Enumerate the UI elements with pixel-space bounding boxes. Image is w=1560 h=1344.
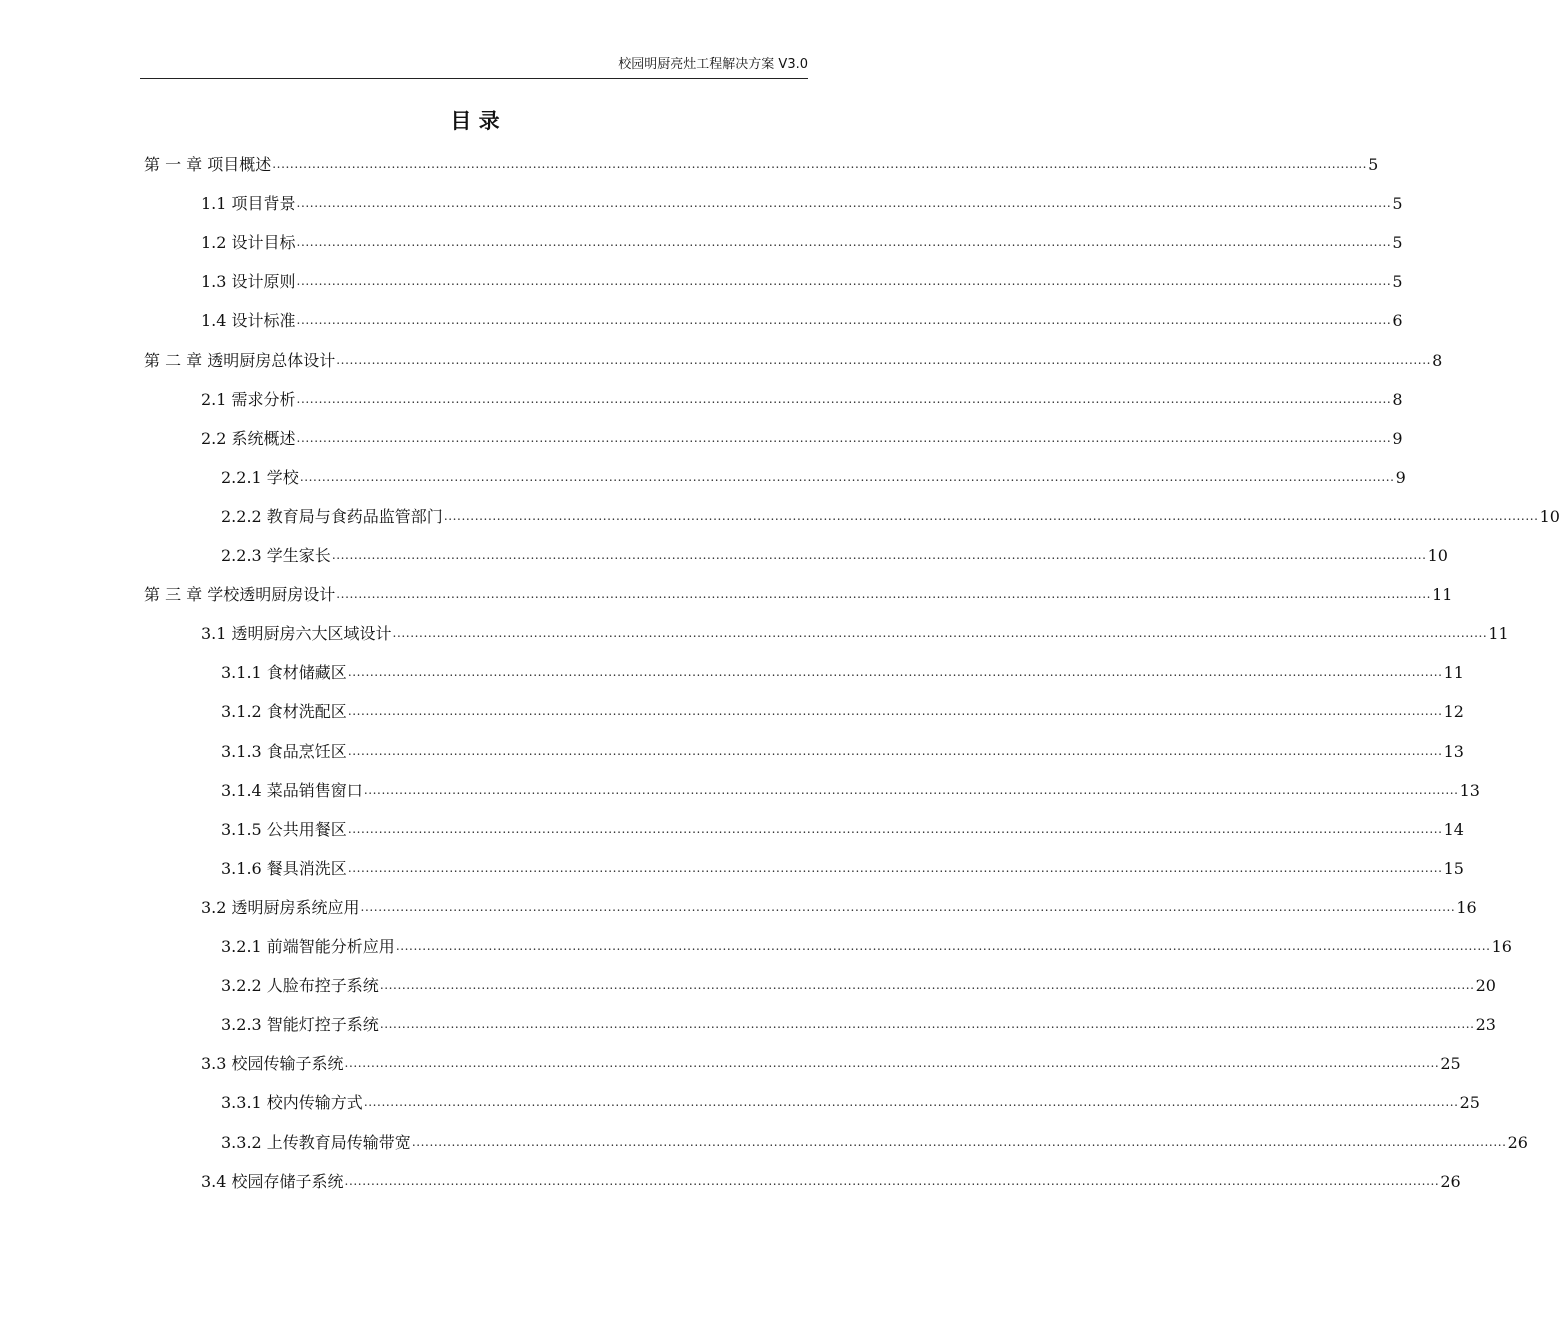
toc-entry[interactable]: [201, 308, 1403, 332]
toc-entry-label: 1.4 设计标准: [201, 311, 296, 331]
toc-page-number: 13: [1459, 780, 1480, 800]
toc-entry[interactable]: [221, 699, 1464, 723]
toc-entry[interactable]: [221, 934, 1512, 958]
toc-page-number: 10: [1539, 506, 1560, 526]
toc-dot-leader: ........................................................................................................................................................................................................................................................: [344, 1173, 1440, 1188]
toc-entry[interactable]: [221, 739, 1464, 763]
toc-dot-leader: ........................................................................................................................................................................................................................................................: [395, 939, 1491, 953]
toc-entry[interactable]: [201, 1169, 1461, 1193]
toc-page-number: 5: [1368, 155, 1379, 174]
toc-entry[interactable]: [201, 426, 1403, 450]
toc-page-number: 5: [1392, 233, 1403, 253]
toc-entry-label: 2.2.3 学生家长: [221, 546, 331, 565]
toc-entry[interactable]: [221, 1090, 1480, 1114]
toc-entry[interactable]: [221, 465, 1406, 489]
toc-entry[interactable]: [221, 1130, 1528, 1154]
toc-dot-leader: ........................................................................................................................................................................................................................................................: [347, 860, 1443, 875]
toc-entry-label: 2.1 需求分析: [201, 389, 296, 409]
toc-entry[interactable]: [201, 895, 1477, 919]
toc-dot-leader: ........................................................................................................................................................................................................................................................: [411, 1134, 1507, 1149]
toc-entry[interactable]: [221, 856, 1464, 880]
page-header: [140, 56, 808, 79]
toc-dot-leader: ........................................................................................................................................................................................................................................................: [296, 274, 1392, 289]
toc-dot-leader: ........................................................................................................................................................................................................................................................: [296, 313, 1392, 328]
toc-page-number: 14: [1443, 819, 1464, 839]
toc-entry-label: 第 一 章 项目概述: [144, 155, 272, 174]
toc-entry[interactable]: [221, 543, 1448, 567]
toc-entry-label: 3.2 透明厨房系统应用: [201, 897, 360, 917]
toc-page-number: 26: [1440, 1171, 1461, 1191]
toc-entry-label: 3.1 透明厨房六大区域设计: [201, 624, 392, 644]
toc-entry[interactable]: [221, 817, 1464, 841]
toc-dot-leader: ........................................................................................................................................................................................................................................................: [392, 626, 1488, 641]
toc-page-number: 16: [1491, 937, 1512, 956]
toc-entry-label: 3.1.5 公共用餐区: [221, 819, 347, 839]
toc-entry-label: 2.2.1 学校: [221, 467, 299, 487]
toc-dot-leader: ........................................................................................................................................................................................................................................................: [360, 899, 1456, 914]
toc-entry[interactable]: [201, 621, 1509, 645]
toc-page-number: 5: [1392, 272, 1403, 292]
toc-entry-label: 3.3.1 校内传输方式: [221, 1093, 363, 1113]
header-title: 校园明厨亮灶工程解决方案 V3.0: [618, 57, 808, 72]
toc-dot-leader: ........................................................................................................................................................................................................................................................: [347, 704, 1443, 719]
toc-page-number: 10: [1427, 546, 1448, 565]
toc-entry[interactable]: [221, 778, 1480, 802]
toc-entry[interactable]: [201, 1051, 1461, 1075]
toc-entry-label: 3.2.3 智能灯控子系统: [221, 1015, 379, 1035]
toc-entry-label: 3.3 校园传输子系统: [201, 1054, 344, 1074]
toc-entry[interactable]: [201, 387, 1403, 411]
toc-page-number: 20: [1475, 976, 1496, 996]
toc-page-number: 13: [1443, 741, 1464, 761]
toc-entry[interactable]: [144, 348, 1443, 372]
toc-title: 目 录: [450, 109, 500, 133]
toc-dot-leader: ........................................................................................................................................................................................................................................................: [363, 1095, 1459, 1110]
toc-dot-leader: ........................................................................................................................................................................................................................................................: [443, 508, 1539, 523]
toc-dot-leader: ........................................................................................................................................................................................................................................................: [296, 391, 1392, 406]
toc-entry-label: 3.1.1 食材储藏区: [221, 663, 347, 683]
toc-dot-leader: ........................................................................................................................................................................................................................................................: [347, 743, 1443, 758]
toc-page-number: 11: [1432, 585, 1453, 605]
toc-page-number: 11: [1443, 663, 1464, 683]
toc-page-number: 23: [1475, 1015, 1496, 1035]
toc-page-number: 12: [1443, 702, 1464, 722]
toc-dot-leader: ........................................................................................................................................................................................................................................................: [379, 978, 1475, 993]
toc-page-number: 25: [1440, 1054, 1461, 1074]
toc-entry-label: 3.2.1 前端智能分析应用: [221, 937, 395, 956]
toc-page-number: 11: [1488, 624, 1509, 644]
toc-dot-leader: ........................................................................................................................................................................................................................................................: [296, 235, 1392, 250]
toc-dot-leader: ........................................................................................................................................................................................................................................................: [347, 821, 1443, 836]
toc-entry-label: 3.1.3 食品烹饪区: [221, 741, 347, 761]
toc-entry-label: 3.3.2 上传教育局传输带宽: [221, 1132, 411, 1152]
toc-entry-label: 1.2 设计目标: [201, 233, 296, 253]
toc-dot-leader: ........................................................................................................................................................................................................................................................: [296, 196, 1392, 211]
toc-dot-leader: ........................................................................................................................................................................................................................................................: [296, 430, 1392, 445]
toc-dot-leader: ........................................................................................................................................................................................................................................................: [299, 469, 1395, 484]
toc-page-number: 5: [1392, 194, 1403, 214]
toc-entry-label: 3.1.4 菜品销售窗口: [221, 780, 363, 800]
toc-entry-label: 2.2 系统概述: [201, 428, 296, 448]
toc-dot-leader: ........................................................................................................................................................................................................................................................: [363, 782, 1459, 797]
toc-dot-leader: ........................................................................................................................................................................................................................................................: [347, 665, 1443, 680]
toc-entry[interactable]: [201, 269, 1403, 293]
toc-page-number: 26: [1507, 1132, 1528, 1152]
toc-entry[interactable]: [201, 191, 1403, 215]
toc-page-number: 8: [1432, 350, 1443, 370]
toc-entry-label: 3.1.6 餐具消洗区: [221, 858, 347, 878]
toc-dot-leader: ........................................................................................................................................................................................................................................................: [336, 587, 1432, 602]
toc-page-number: 25: [1459, 1093, 1480, 1113]
toc-page-number: 6: [1392, 311, 1403, 331]
toc-dot-leader: ........................................................................................................................................................................................................................................................: [272, 157, 1368, 171]
toc-entry[interactable]: [144, 152, 1379, 176]
toc-entry-label: 3.1.2 食材洗配区: [221, 702, 347, 722]
toc-entry-label: 第 三 章 学校透明厨房设计: [144, 585, 336, 605]
toc-entry-label: 3.2.2 人脸布控子系统: [221, 976, 379, 996]
toc-page-number: 9: [1395, 467, 1406, 487]
toc-entry-label: 3.4 校园存储子系统: [201, 1171, 344, 1191]
toc-entry[interactable]: [221, 660, 1464, 684]
toc-page-number: 8: [1392, 389, 1403, 409]
toc-entry-label: 1.1 项目背景: [201, 194, 296, 214]
toc-page-number: 16: [1456, 897, 1477, 917]
toc-dot-leader: ........................................................................................................................................................................................................................................................: [379, 1017, 1475, 1032]
toc-dot-leader: ........................................................................................................................................................................................................................................................: [336, 352, 1432, 367]
toc-page-number: 9: [1392, 428, 1403, 448]
toc-entry-label: 2.2.2 教育局与食药品监管部门: [221, 506, 443, 526]
toc-entry[interactable]: [221, 504, 1560, 528]
toc-entry-label: 1.3 设计原则: [201, 272, 296, 292]
toc-dot-leader: ........................................................................................................................................................................................................................................................: [344, 1056, 1440, 1071]
toc-entry[interactable]: [201, 230, 1403, 254]
toc-entry[interactable]: [144, 582, 1453, 606]
toc-entry-label: 第 二 章 透明厨房总体设计: [144, 350, 336, 370]
toc-entry[interactable]: [221, 1012, 1496, 1036]
toc-page-number: 15: [1443, 858, 1464, 878]
toc-entry[interactable]: [221, 973, 1496, 997]
toc-dot-leader: ........................................................................................................................................................................................................................................................: [331, 548, 1427, 562]
